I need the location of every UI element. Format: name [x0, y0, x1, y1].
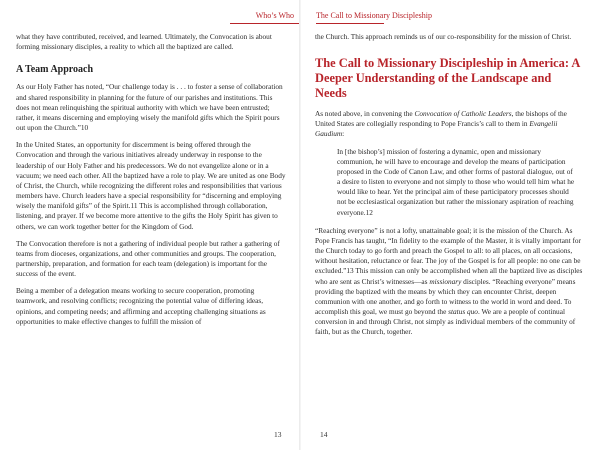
right-page	[315, 32, 585, 344]
italic-word: missionary	[429, 276, 462, 286]
chapter-heading: The Call to Missionary Discipleship in America: A Deeper Understanding of the Landscape and Needs	[315, 56, 580, 101]
paragraph: what they have contributed, received, and learned. Ultimately, the Convocation is about forming missionary disciples, a reality to which all the baptized are called.	[16, 32, 272, 52]
header-rule-right	[316, 23, 384, 24]
running-head-left: Who’s Who	[255, 11, 294, 20]
paragraph: The Convocation therefore is not a gathering of individual people but rather a gathering of teams from dioceses, organizations, and other communities and groups. The cooperation, partnership, preparation, and formation for each team (delegation) is important for the success of the event.	[16, 238, 280, 279]
text-run: As noted above, in convening the	[315, 109, 415, 119]
left-page	[16, 32, 286, 334]
block-quote: In [the bishop’s] mission of fostering a dynamic, open and missionary communion, he will have to encourage and develop the means of participation proposed in the Code of Canon Law, and other forms of pastoral dialogue, out of a desire to listen to everyone and not simply to those who would tell him what he would like to hear. Yet the principal aim of these participatory processes should not be ecclesiastical organization but rather the missionary aspiration of reaching everyone.12	[337, 146, 575, 217]
paragraph	[315, 226, 585, 338]
italic-word: status quo	[448, 306, 478, 316]
text-run: . We are a people of continual conversion in and through Christ, not simply as individual members of the community of faith, but as the Church, together.	[315, 306, 576, 337]
section-heading: A Team Approach	[16, 64, 94, 76]
running-head-right: The Call to Missionary Discipleship	[316, 11, 432, 20]
paragraph: In the United States, an opportunity for discernment is being offered through the Convocation and through the various initiatives already underway in response to the leadership of our Holy Father and his predecessors. We do not evangelize alone or in a vacuum; we need each other. All the baptized have a role to play. We are united as one Body of Christ, the Church, while recognizing the different roles and responsibilities that various members have. Church leaders have a special responsibility for “discerning and employing wisely the manifold gifts” of the Spirit.11 This is accomplished through collaboration, listening, and prayer. If we become more attentive to the gifts the Holy Spirit has given to others, we can work together better for the Kingdom of God.	[16, 140, 286, 231]
text-run: , the bishops of the United States are collegially responding to Pope Francis’s call to them in	[315, 109, 567, 129]
page-number-right: 14	[320, 430, 328, 439]
paragraph	[315, 109, 585, 139]
text-run: “Reaching everyone” is not a lofty, unattainable goal; it is the mission of the Church. As Pope Francis has taught, “In fidelity to the example of the Master, it is vitally important for the Church today to go forth and preach the Gospel to all: to all places, on all occasions, without hesitation, reluctance or fear. The joy of the Gospel is for all people: no one can be excluded.”13 This mission can only be accomplished when all the baptized live as disciples who are sent as Christ’s witnesses—as	[315, 225, 583, 286]
text-run: disciples. “Reaching everyone” means providing the baptized with the means by which they can encounter Christ, deepen communion with one another, and go forth to witness to the world in word and deed. To accomplish this goal, we must go beyond the	[315, 276, 576, 316]
italic-title: Convocation of Catholic Leaders	[414, 109, 512, 119]
paragraph: the Church. This approach reminds us of our co-responsibility for the mission of Christ.	[315, 32, 572, 41]
book-gutter	[299, 0, 301, 450]
paragraph: As our Holy Father has noted, “Our challenge today is . . . to foster a sense of collaboration and shared responsibility in planning for the future of our parishes and institutions. This does not mean relinquishing the spiritual authority with which we have been entrusted; rather, it means discerning and employing wisely the manifold gifts which the Spirit pours out upon the Church.”10	[16, 82, 283, 133]
text-run: :	[342, 129, 345, 139]
italic-title: Evangelii Gaudium	[315, 119, 558, 139]
header-rule-left	[230, 23, 299, 24]
paragraph: Being a member of a delegation means working to secure cooperation, promoting teamwork, and resolving conflicts; recognizing the potential value of differing ideas, opinions, and competing needs; and affirming and accepting challenging situations as opportunities to make effective changes to fulfill the mission of	[16, 286, 266, 326]
page-number-left: 13	[274, 430, 282, 439]
